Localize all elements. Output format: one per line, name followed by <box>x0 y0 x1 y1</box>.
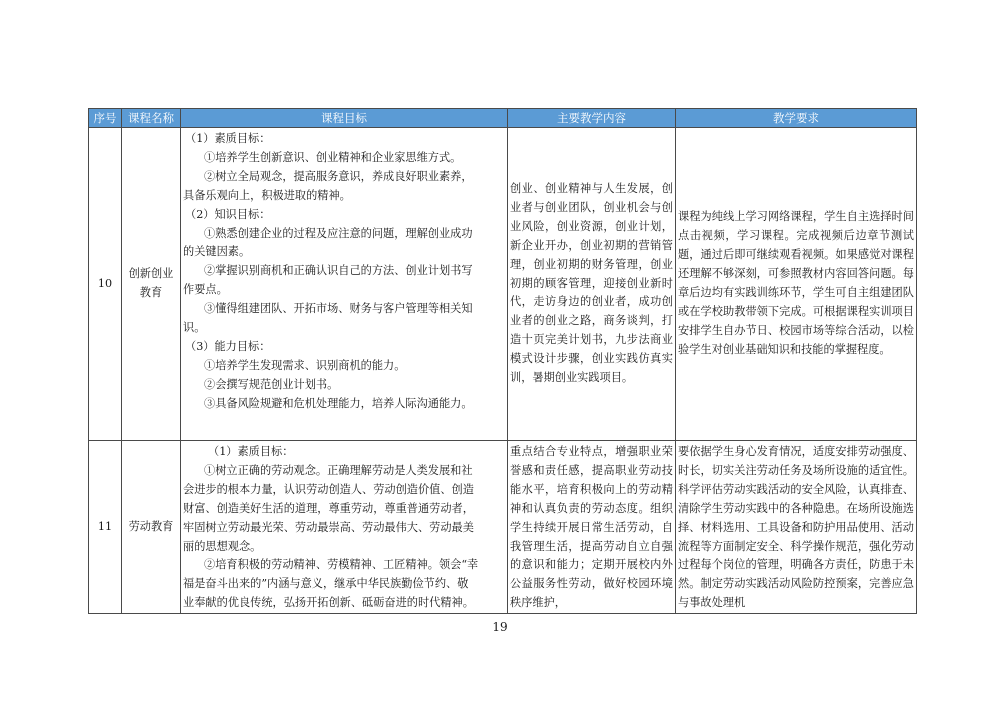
row-course-goals <box>181 128 508 441</box>
header-teaching-content: 主要教学内容 <box>508 109 676 128</box>
goal-heading: （2）知识目标： <box>185 207 271 221</box>
header-teaching-requirements: 教学要求 <box>676 109 917 128</box>
goal-line: 牢固树立劳动最光荣、劳动最崇高、劳动最伟大、劳动最美 <box>183 520 474 534</box>
goal-line: ③具备风险规避和危机处理能力，培养人际沟通能力。 <box>204 396 473 410</box>
row-teaching-content: 创业、创业精神与人生发展，创业者与创业团队，创业机会与创业风险，创业资源，创业计划，新企业开办，创业初期的营销管理，创业初期的财务管理，创业初期的顾客管理，迎接创业新时代，走访身边的创业者，成功创业者的创业之路，商务谈判，打造十页完美计划书，九步法商业模式设计步骤，创业实践仿真实训，暑期创业实践项目。 <box>508 128 676 441</box>
goal-line: 福是奋斗出来的”内涵与意义，继承中华民族勤俭节约、敬 <box>183 577 469 591</box>
table-header-row <box>89 109 917 128</box>
row-course-name: 创新创业教育 <box>122 128 181 441</box>
goal-heading: （3）能力目标： <box>185 339 271 353</box>
goal-line: 丽的思想观念。 <box>183 539 262 553</box>
goal-line: 财富、创造美好生活的道理，尊重劳动，尊重普通劳动者， <box>183 501 474 515</box>
header-serial-no: 序号 <box>89 109 122 128</box>
course-table <box>88 108 917 614</box>
page-number: 19 <box>492 620 508 634</box>
row-course-name: 劳动教育 <box>122 441 181 614</box>
row-serial-no: 11 <box>89 441 122 614</box>
goal-line: ①熟悉创建企业的过程及应注意的问题，理解创业成功 <box>204 226 473 240</box>
goal-line: 的关键因素。 <box>183 245 251 259</box>
goal-heading: （1）素质目标： <box>208 445 294 458</box>
goal-line: ①树立正确的劳动观念。正确理解劳动是人类发展和社 <box>204 463 473 477</box>
row-teaching-requirements: 课程为纯线上学习网络课程，学生自主选择时间点击视频，学习课程。完成视频后边章节测试题，通过后即可继续观看视频。如果感觉对课程还理解不够深刻，可参照教材内容回答问题。每章后边均有实践训练环节，学生可自主组建团队或在学校助教带领下完成。可根据课程实训项目安排学生自办节日、校园市场等综合活动，以检验学生对创业基础知识和技能的掌握程度。 <box>676 128 917 441</box>
goal-line: ②掌握识别商机和正确认识自己的方法、创业计划书写 <box>204 264 473 278</box>
goal-line: ①培养学生创新意识、创业精神和企业家思维方式。 <box>204 150 462 164</box>
goal-line: ①培养学生发现需求、识别商机的能力。 <box>204 358 406 372</box>
goal-line: 具备乐观向上，积极进取的精神。 <box>183 188 351 202</box>
header-course-name: 课程名称 <box>122 109 181 128</box>
goal-line: ②会撰写规范创业计划书。 <box>204 377 339 391</box>
goal-line: 作要点。 <box>183 283 228 297</box>
goal-line: 业奉献的优良传统，弘扬开拓创新、砥砺奋进的时代精神。 <box>183 596 474 610</box>
row-course-goals <box>181 441 508 614</box>
row-serial-no: 10 <box>89 128 122 441</box>
goal-line: 识。 <box>183 321 206 335</box>
table-row <box>89 128 917 441</box>
row-teaching-content: 重点结合专业特点，增强职业荣誉感和责任感，提高职业劳动技能水平，培育积极向上的劳动精神和认真负责的劳动态度。组织学生持续开展日常生活劳动，自我管理生活，提高劳动自立自强的意识和能力；定期开展校内外公益服务性劳动，做好校园环境秩序维护， <box>508 441 676 614</box>
goal-line: ③懂得组建团队、开拓市场、财务与客户管理等相关知 <box>204 302 473 316</box>
goal-line: ②培育积极的劳动精神、劳模精神、工匠精神。领会“幸 <box>204 558 479 572</box>
goal-line: ②树立全局观念，提高服务意识，养成良好职业素养， <box>204 169 473 183</box>
goal-heading: （1）素质目标： <box>185 132 271 145</box>
row-teaching-requirements: 要依据学生身心发育情况，适度安排劳动强度、时长，切实关注劳动任务及场所设施的适宜性。科学评估劳动实践活动的安全风险，认真排查、清除学生劳动实践中的各种隐患。在场所设施选择、材料选用、工具设备和防护用品使用、活动流程等方面制定安全、科学操作规范，强化劳动过程每个岗位的管理，明确各方责任，防患于未然。制定劳动实践活动风险防控预案，完善应急与事故处理机 <box>676 441 917 614</box>
table-row <box>89 441 917 614</box>
header-course-goals: 课程目标 <box>181 109 508 128</box>
goal-line: 会进步的根本力量，认识劳动创造人、劳动创造价值、创造 <box>183 482 474 496</box>
